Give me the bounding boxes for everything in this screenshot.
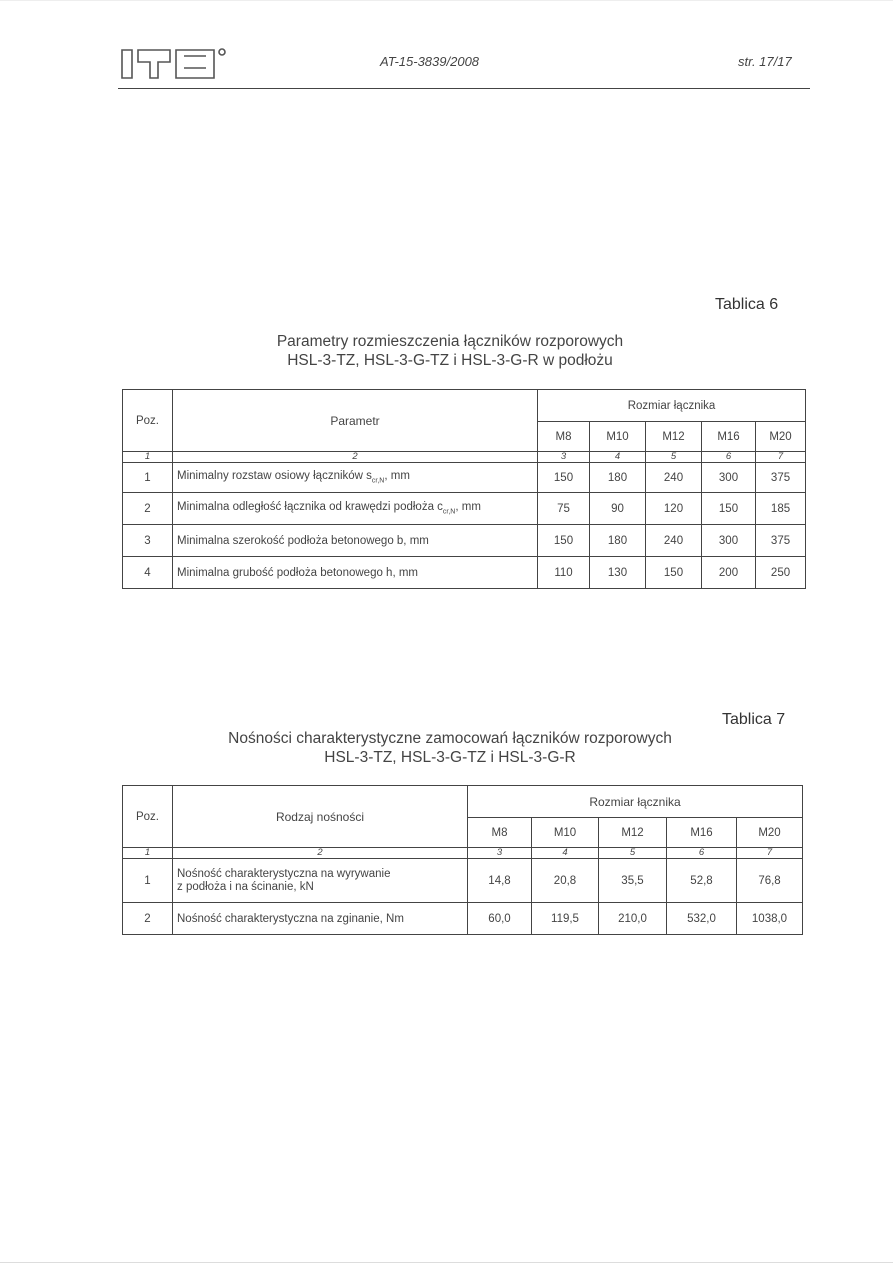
row-value: 14,8 — [468, 859, 532, 903]
row-value: 532,0 — [667, 903, 737, 935]
row-value: 300 — [702, 463, 756, 493]
table6-header-param: Parametr — [173, 390, 538, 452]
document-id: AT-15-3839/2008 — [380, 54, 480, 69]
itb-logo — [118, 46, 228, 80]
row-value: 200 — [702, 557, 756, 589]
row-value: 35,5 — [599, 859, 667, 903]
table6-size-header: M16 — [702, 422, 756, 452]
row-poz: 3 — [123, 525, 173, 557]
row-value: 185 — [756, 493, 806, 525]
table7-header-size-group: Rozmiar łącznika — [468, 786, 803, 818]
column-number: 2 — [173, 848, 468, 859]
table6-size-header: M10 — [590, 422, 646, 452]
table6-label: Tablica 6 — [715, 296, 779, 313]
row-value: 240 — [646, 463, 702, 493]
row-value: 75 — [538, 493, 590, 525]
table6-column-numbers — [123, 452, 806, 463]
table6-size-header: M20 — [756, 422, 806, 452]
table6-caption-line1: Parametry rozmieszczenia łączników rozporowych — [276, 333, 624, 350]
row-param: Minimalny rozstaw osiowy łączników $s_{cr,N}$, mm — [173, 463, 538, 493]
row-value: 180 — [590, 525, 646, 557]
header-rule — [118, 88, 810, 89]
column-number: 1 — [123, 452, 173, 463]
column-number: 5 — [599, 848, 667, 859]
table6-size-header: M12 — [646, 422, 702, 452]
row-param: Minimalna szerokość podłoża betonowego b, mm — [173, 525, 538, 557]
column-number: 7 — [756, 452, 806, 463]
table-row — [123, 859, 803, 903]
table7-label: Tablica 7 — [722, 711, 786, 728]
column-number: 6 — [667, 848, 737, 859]
row-value: 20,8 — [532, 859, 599, 903]
table6 — [122, 389, 806, 589]
row-poz: 2 — [123, 903, 173, 935]
row-value: 375 — [756, 525, 806, 557]
table-row — [123, 525, 806, 557]
row-value: 250 — [756, 557, 806, 589]
row-value: 130 — [590, 557, 646, 589]
column-number: 7 — [737, 848, 803, 859]
row-type: Nośność charakterystyczna na wyrywanie z podłoża i na ścinanie, kN — [173, 859, 468, 903]
row-value: 375 — [756, 463, 806, 493]
row-value: 60,0 — [468, 903, 532, 935]
table6-header-poz: Poz. — [123, 390, 173, 452]
row-type: Nośność charakterystyczna na zginanie, Nm — [173, 903, 468, 935]
column-number: 1 — [123, 848, 173, 859]
table-row — [123, 557, 806, 589]
row-value: 52,8 — [667, 859, 737, 903]
row-poz: 1 — [123, 463, 173, 493]
row-param: Minimalna odległość łącznika od krawędzi podłoża $c_{cr,N}$, mm — [173, 493, 538, 525]
row-poz: 2 — [123, 493, 173, 525]
table7-size-header: M20 — [737, 818, 803, 848]
table7-caption — [170, 729, 730, 767]
table7-header-poz: Poz. — [123, 786, 173, 848]
row-value: 119,5 — [532, 903, 599, 935]
table6-caption — [170, 332, 730, 370]
table7-size-header: M12 — [599, 818, 667, 848]
table6-caption-line2: HSL-3-TZ, HSL-3-G-TZ i HSL-3-G-R w podłożu — [287, 352, 613, 369]
row-value: 1038,0 — [737, 903, 803, 935]
table7-header-type: Rodzaj nośności — [173, 786, 468, 848]
row-poz: 1 — [123, 859, 173, 903]
row-value: 110 — [538, 557, 590, 589]
table7-caption-line2: HSL-3-TZ, HSL-3-G-TZ i HSL-3-G-R — [324, 749, 576, 766]
table7-caption-line1: Nośności charakterystyczne zamocowań łączników rozporowych — [228, 730, 672, 747]
row-value: 210,0 — [599, 903, 667, 935]
column-number: 5 — [646, 452, 702, 463]
row-value: 300 — [702, 525, 756, 557]
row-param: Minimalna grubość podłoża betonowego h, mm — [173, 557, 538, 589]
table7-size-header: M8 — [468, 818, 532, 848]
row-value: 120 — [646, 493, 702, 525]
row-value: 150 — [702, 493, 756, 525]
row-value: 150 — [538, 463, 590, 493]
column-number: 3 — [468, 848, 532, 859]
column-number: 2 — [173, 452, 538, 463]
row-value: 76,8 — [737, 859, 803, 903]
column-number: 4 — [590, 452, 646, 463]
page-number: str. 17/17 — [738, 54, 792, 69]
table-row — [123, 493, 806, 525]
column-number: 3 — [538, 452, 590, 463]
row-value: 240 — [646, 525, 702, 557]
table7-column-numbers — [123, 848, 803, 859]
table7-size-header: M10 — [532, 818, 599, 848]
column-number: 4 — [532, 848, 599, 859]
table6-size-header: M8 — [538, 422, 590, 452]
row-value: 180 — [590, 463, 646, 493]
table-row — [123, 903, 803, 935]
table6-header-size-group: Rozmiar łącznika — [538, 390, 806, 422]
table7 — [122, 785, 803, 935]
column-number: 6 — [702, 452, 756, 463]
row-value: 150 — [538, 525, 590, 557]
table-row — [123, 463, 806, 493]
table7-size-header: M16 — [667, 818, 737, 848]
row-value: 150 — [646, 557, 702, 589]
row-value: 90 — [590, 493, 646, 525]
row-poz: 4 — [123, 557, 173, 589]
